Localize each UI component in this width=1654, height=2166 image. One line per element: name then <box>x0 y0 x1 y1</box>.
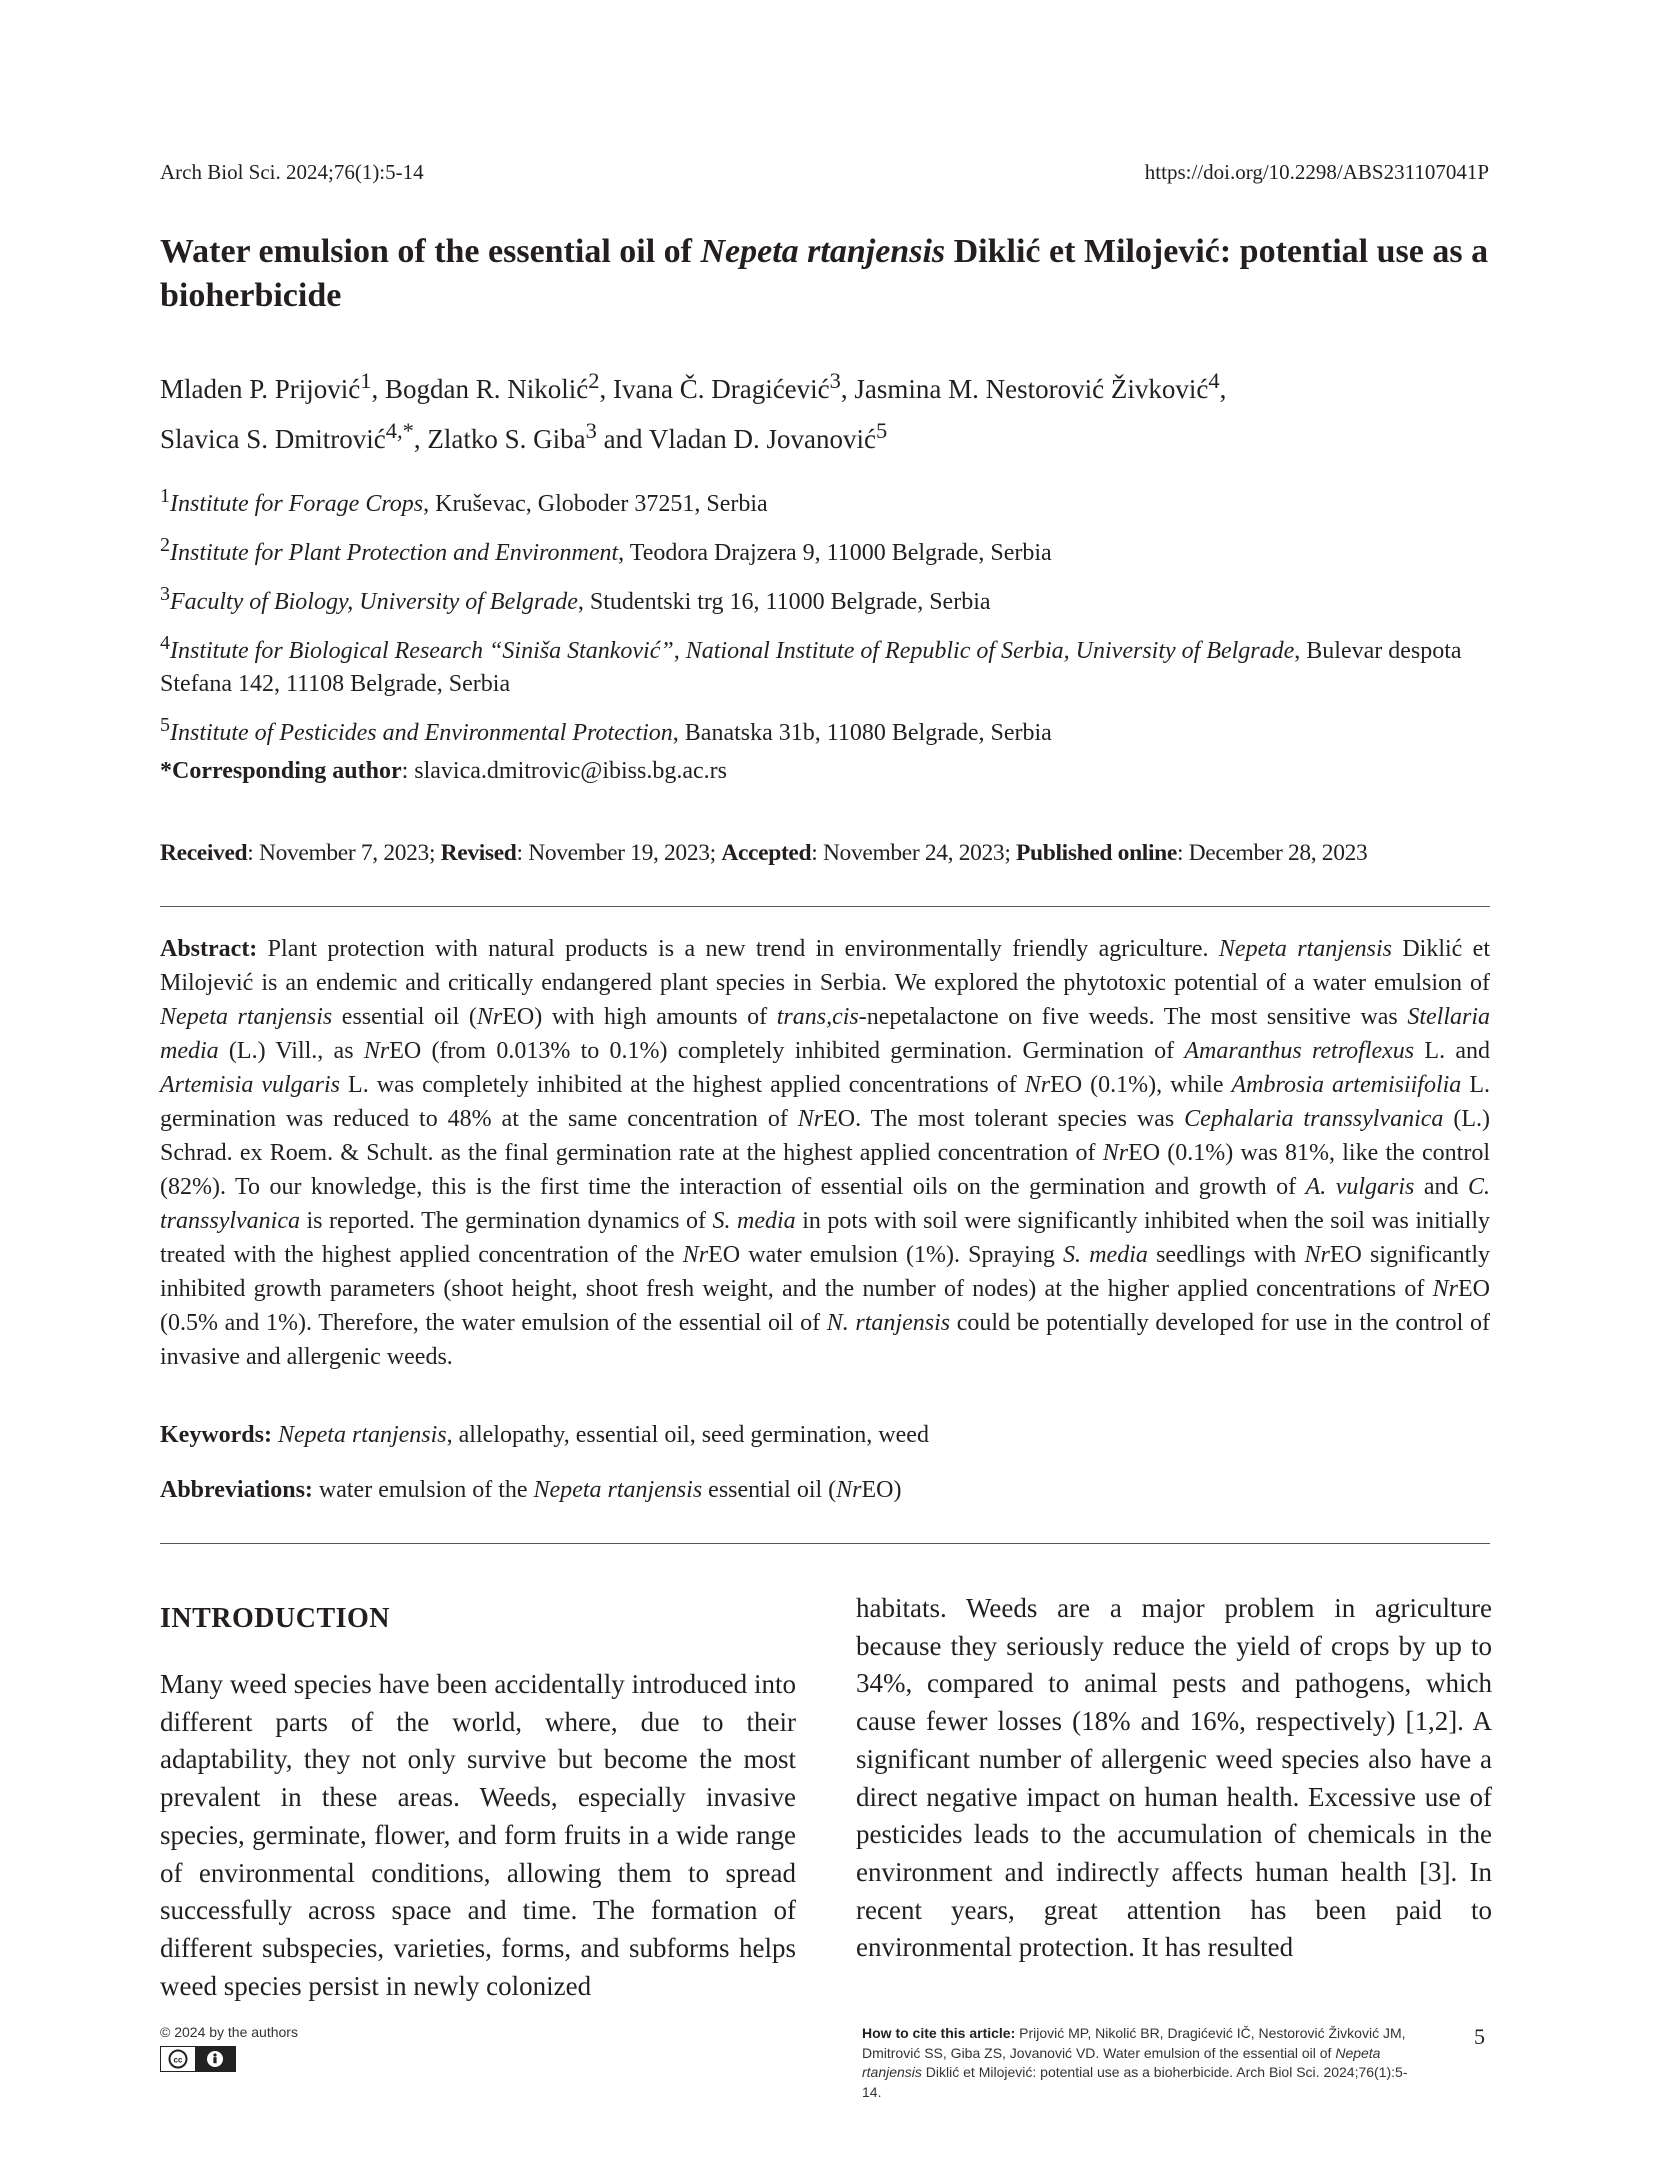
received-label: Received <box>160 840 248 866</box>
author-separator: , <box>840 374 855 404</box>
abstract-text: EO (0.5% and 1%). Therefore, the water emulsion of the essential oil of <box>160 1276 1490 1336</box>
author-name: Mladen P. Prijović <box>160 374 361 404</box>
published-date: December 28, 2023 <box>1188 840 1368 866</box>
article-title <box>160 230 1500 318</box>
affiliation-number: 1 <box>160 485 170 507</box>
accepted-label: Accepted <box>721 840 812 866</box>
section-heading-introduction: INTRODUCTION <box>160 1603 391 1634</box>
affiliation-institution: Institute for Forage Crops <box>170 491 424 517</box>
abstract-italic-term: N. rtanjensis <box>826 1310 951 1336</box>
doi-link[interactable]: https://doi.org/10.2298/ABS231107041P <box>1144 160 1489 184</box>
revised-label: Revised <box>440 840 517 866</box>
affiliation-item <box>160 529 1500 570</box>
affiliation-item <box>160 709 1500 750</box>
how-to-cite <box>862 2024 1422 2102</box>
copyright-notice: © 2024 by the authors <box>160 2024 298 2040</box>
affiliation-number: 2 <box>160 534 170 556</box>
author-separator: , <box>413 424 428 454</box>
abstract-text: L. was completely inhibited at the highest applied concentrations of <box>340 1072 1025 1098</box>
author-name: Bogdan R. Nikolić <box>385 374 589 404</box>
abstract-italic-term: Stellaria media <box>160 1004 1491 1064</box>
cc-icon <box>161 2047 195 2071</box>
author-separator: , <box>599 374 613 404</box>
abstract-text: EO. The most tolerant species was <box>823 1106 1185 1132</box>
corresponding-label: *Corresponding author <box>160 758 402 784</box>
received-date: November 7, 2023 <box>258 840 429 866</box>
keywords-label: Keywords: <box>160 1422 272 1448</box>
abstract-italic-term: Artemisia vulgaris <box>160 1072 341 1098</box>
author-affiliation-marker: 3 <box>585 418 597 443</box>
abbrev-text-mid: essential oil ( <box>702 1477 837 1503</box>
cite-species: Nepeta rtanjensis <box>862 2044 1381 2080</box>
abstract-text: -nepetalactone on five weeds. The most sensitive was <box>858 1004 1408 1030</box>
abstract <box>160 932 1490 1374</box>
page-number: 5 <box>1474 2024 1485 2049</box>
intro-paragraph-right: habitats. Weeds are a major problem in agriculture because they seriously reduce the yield of crops by up to 34%, compared to animal pests and pathogens, which cause fewer losses (18% and 16%, respectively) [1,2]. A significant number of allergenic weed species also have a direct negative impact on human health. Excessive use of pesticides leads to the accumulation of chemicals in the environment and indirectly affects human health [3]. In recent years, great attention has been paid to environmental protection. It has resulted <box>856 1593 1492 1963</box>
affiliation-item <box>160 480 1500 521</box>
abstract-italic-term: Nr <box>682 1242 709 1268</box>
author-list <box>160 360 1500 460</box>
keyword-rest: , allelopathy, essential oil, seed germination, weed <box>446 1422 929 1448</box>
column-left <box>160 1590 796 2005</box>
abstract-text: L. and <box>1414 1038 1490 1064</box>
title-part-2: Diklić et Milojević: potential use as a bioherbicide <box>160 233 1489 314</box>
abstract-text: is reported. The germination dynamics of <box>299 1208 713 1234</box>
abstract-text: EO (0.1%), while <box>1050 1072 1232 1098</box>
abstract-italic-term: Amaranthus retroflexus <box>1184 1038 1415 1064</box>
abstract-text: (L.) Schrad. ex Roem. & Schult. as the final germination rate at the highest applied concentration of <box>160 1106 1490 1166</box>
title-part-1: Water emulsion of the essential oil of <box>160 233 701 270</box>
author-separator: , <box>1219 374 1227 404</box>
corresponding-email[interactable]: slavica.dmitrovic@ibiss.bg.ac.rs <box>414 758 727 784</box>
affiliation-address: , Teodora Drajzera 9, 11000 Belgrade, Serbia <box>618 540 1052 566</box>
abbreviations <box>160 1477 1490 1504</box>
abstract-text: essential oil ( <box>332 1004 477 1030</box>
abstract-italic-term: C. transsylvanica <box>160 1174 1491 1234</box>
abstract-text: and <box>1414 1174 1468 1200</box>
divider-bottom <box>160 1543 1490 1544</box>
abstract-text: seedlings with <box>1147 1242 1305 1268</box>
abstract-italic-term: Ambrosia artemisiifolia <box>1231 1072 1462 1098</box>
abstract-italic-term: Nr <box>1102 1140 1129 1166</box>
abstract-text: Plant protection with natural products is a new trend in environmentally friendly agriculture. <box>257 936 1219 962</box>
accepted-date: November 24, 2023 <box>822 840 1005 866</box>
abstract-italic-term: S. media <box>1063 1242 1148 1268</box>
author-separator: , <box>371 374 385 404</box>
author-name: Slavica S. Dmitrović <box>160 424 386 454</box>
abstract-italic-term: Nr <box>1024 1072 1051 1098</box>
cite-text-1: Prijović MP, Nikolić BR, Dragićević IČ, Nestorović Živković JM, Dmitrović SS, Giba ZS, Jovanović VD. Water emulsion of the essential oil of <box>862 2025 1406 2061</box>
author-affiliation-marker: 3 <box>829 368 841 393</box>
affiliation-list <box>160 480 1500 758</box>
column-right <box>856 1590 1492 1967</box>
abstract-text: EO) with high amounts of <box>502 1004 777 1030</box>
abstract-italic-term: S. media <box>712 1208 796 1234</box>
affiliation-address: , Kruševac, Globoder 37251, Serbia <box>423 491 768 517</box>
affiliation-number: 3 <box>160 583 170 605</box>
abstract-text: EO significantly inhibited growth parameters (shoot height, shoot fresh weight, and the number of nodes) at the higher applied concentrations of <box>160 1242 1491 1302</box>
affiliation-number: 4 <box>160 632 170 654</box>
author-separator: and <box>596 424 649 454</box>
abbrev-text-post: EO) <box>861 1477 902 1503</box>
author-name: Jasmina M. Nestorović Živković <box>854 374 1209 404</box>
title-species: Nepeta rtanjensis <box>700 233 946 270</box>
affiliation-institution: Institute for Biological Research “Siniša Stanković”, National Institute of Republic of Serbia, University of Belgrade <box>170 638 1295 664</box>
author-name: Ivana Č. Dragićević <box>613 374 830 404</box>
abbrev-text-pre: water emulsion of the <box>312 1477 534 1503</box>
author-affiliation-marker: 4,* <box>385 418 414 443</box>
abstract-italic-term: A. vulgaris <box>1305 1174 1415 1200</box>
author-name: Vladan D. Jovanović <box>648 424 877 454</box>
abstract-text: in pots with soil were significantly inhibited when the soil was initially treated with the highest applied concentration of the <box>160 1208 1490 1268</box>
abbreviations-label: Abbreviations: <box>160 1477 313 1503</box>
abstract-italic-term: Nr <box>1432 1276 1458 1302</box>
abstract-italic-term: trans,cis <box>776 1004 859 1030</box>
abstract-italic-term: Nr <box>363 1038 390 1064</box>
abbrev-nr: Nr <box>836 1477 862 1503</box>
abstract-text: Diklić et Milojević is an endemic and critically endangered plant species in Serbia. We explored the phytotoxic potential of a water emulsion of <box>160 936 1491 996</box>
abstract-text: (L.) Vill., as <box>218 1038 364 1064</box>
journal-citation: Arch Biol Sci. 2024;76(1):5-14 <box>160 160 424 184</box>
affiliation-institution: Institute of Pesticides and Environmental Protection <box>170 720 673 746</box>
cc-by-license-icon[interactable] <box>160 2046 236 2072</box>
affiliation-institution: Institute for Plant Protection and Environment <box>170 540 619 566</box>
article-dates: Received: November 7, 2023; Revised: November 19, 2023; Accepted: November 24, 2023; Published online: December 28, 2023 <box>160 840 1368 866</box>
published-label: Published online <box>1016 840 1177 866</box>
license-block <box>160 2024 298 2072</box>
divider-top <box>160 906 1490 907</box>
keyword-first: Nepeta rtanjensis <box>277 1422 447 1448</box>
author-affiliation-marker: 2 <box>588 368 600 393</box>
author-affiliation-marker: 5 <box>876 418 888 443</box>
affiliation-institution: Faculty of Biology, University of Belgrade <box>170 589 578 615</box>
affiliation-address: , Studentski trg 16, 11000 Belgrade, Serbia <box>577 589 991 615</box>
intro-paragraph-left: Many weed species have been accidentally introduced into different parts of the world, where, due to their adaptability, they not only survive but become the most prevalent in these areas. Weeds, especially invasive species, germinate, flower, and form fruits in a wide range of environmental conditions, allowing them to spread successfully across space and time. The formation of different subspecies, varieties, forms, and subforms helps weed species persist in newly colonized <box>160 1669 796 2001</box>
abstract-italic-term: Cephalaria transsylvanica <box>1184 1106 1444 1132</box>
abstract-text: EO water emulsion (1%). Spraying <box>708 1242 1064 1268</box>
affiliation-address: , Banatska 31b, 11080 Belgrade, Serbia <box>672 720 1052 746</box>
abstract-italic-term: Nepeta rtanjensis <box>1218 936 1392 962</box>
keywords <box>160 1422 1490 1449</box>
revised-date: November 19, 2023 <box>528 840 710 866</box>
abstract-text: EO (0.1%) was 81%, like the control (82%). To our knowledge, this is the first time the interaction of essential oils on the germination and growth of <box>160 1140 1491 1200</box>
svg-text:cc: cc <box>173 2055 183 2065</box>
corresponding-author: *Corresponding author: slavica.dmitrovic@ibiss.bg.ac.rs <box>160 758 727 784</box>
running-head <box>160 160 1489 185</box>
author-name: Zlatko S. Giba <box>427 424 586 454</box>
abstract-italic-term: Nr <box>797 1106 824 1132</box>
affiliation-number: 5 <box>160 714 170 736</box>
affiliation-item <box>160 578 1500 619</box>
cite-text-2: Diklić et Milojević: potential use as a bioherbicide. Arch Biol Sci. 2024;76(1):5-14. <box>862 2064 1408 2100</box>
abstract-text: L. germination was reduced to 48% at the same concentration of <box>160 1072 1490 1132</box>
cite-label: How to cite this article: <box>862 2025 1016 2041</box>
by-attribution-icon <box>195 2047 235 2071</box>
author-affiliation-marker: 1 <box>360 368 372 393</box>
abbrev-species: Nepeta rtanjensis <box>533 1477 703 1503</box>
abstract-italic-term: Nr <box>476 1004 503 1030</box>
abstract-italic-term: Nr <box>1304 1242 1330 1268</box>
affiliation-item <box>160 627 1500 701</box>
abstract-label: Abstract: <box>160 936 258 962</box>
abstract-italic-term: Nepeta rtanjensis <box>160 1004 333 1030</box>
abstract-text: could be potentially developed for use in the control of invasive and allergenic weeds. <box>160 1310 1490 1370</box>
author-affiliation-marker: 4 <box>1208 368 1220 393</box>
affiliation-address: , Bulevar despota Stefana 142, 11108 Belgrade, Serbia <box>160 638 1462 697</box>
abstract-text: EO (from 0.013% to 0.1%) completely inhibited germination. Germination of <box>389 1038 1185 1064</box>
